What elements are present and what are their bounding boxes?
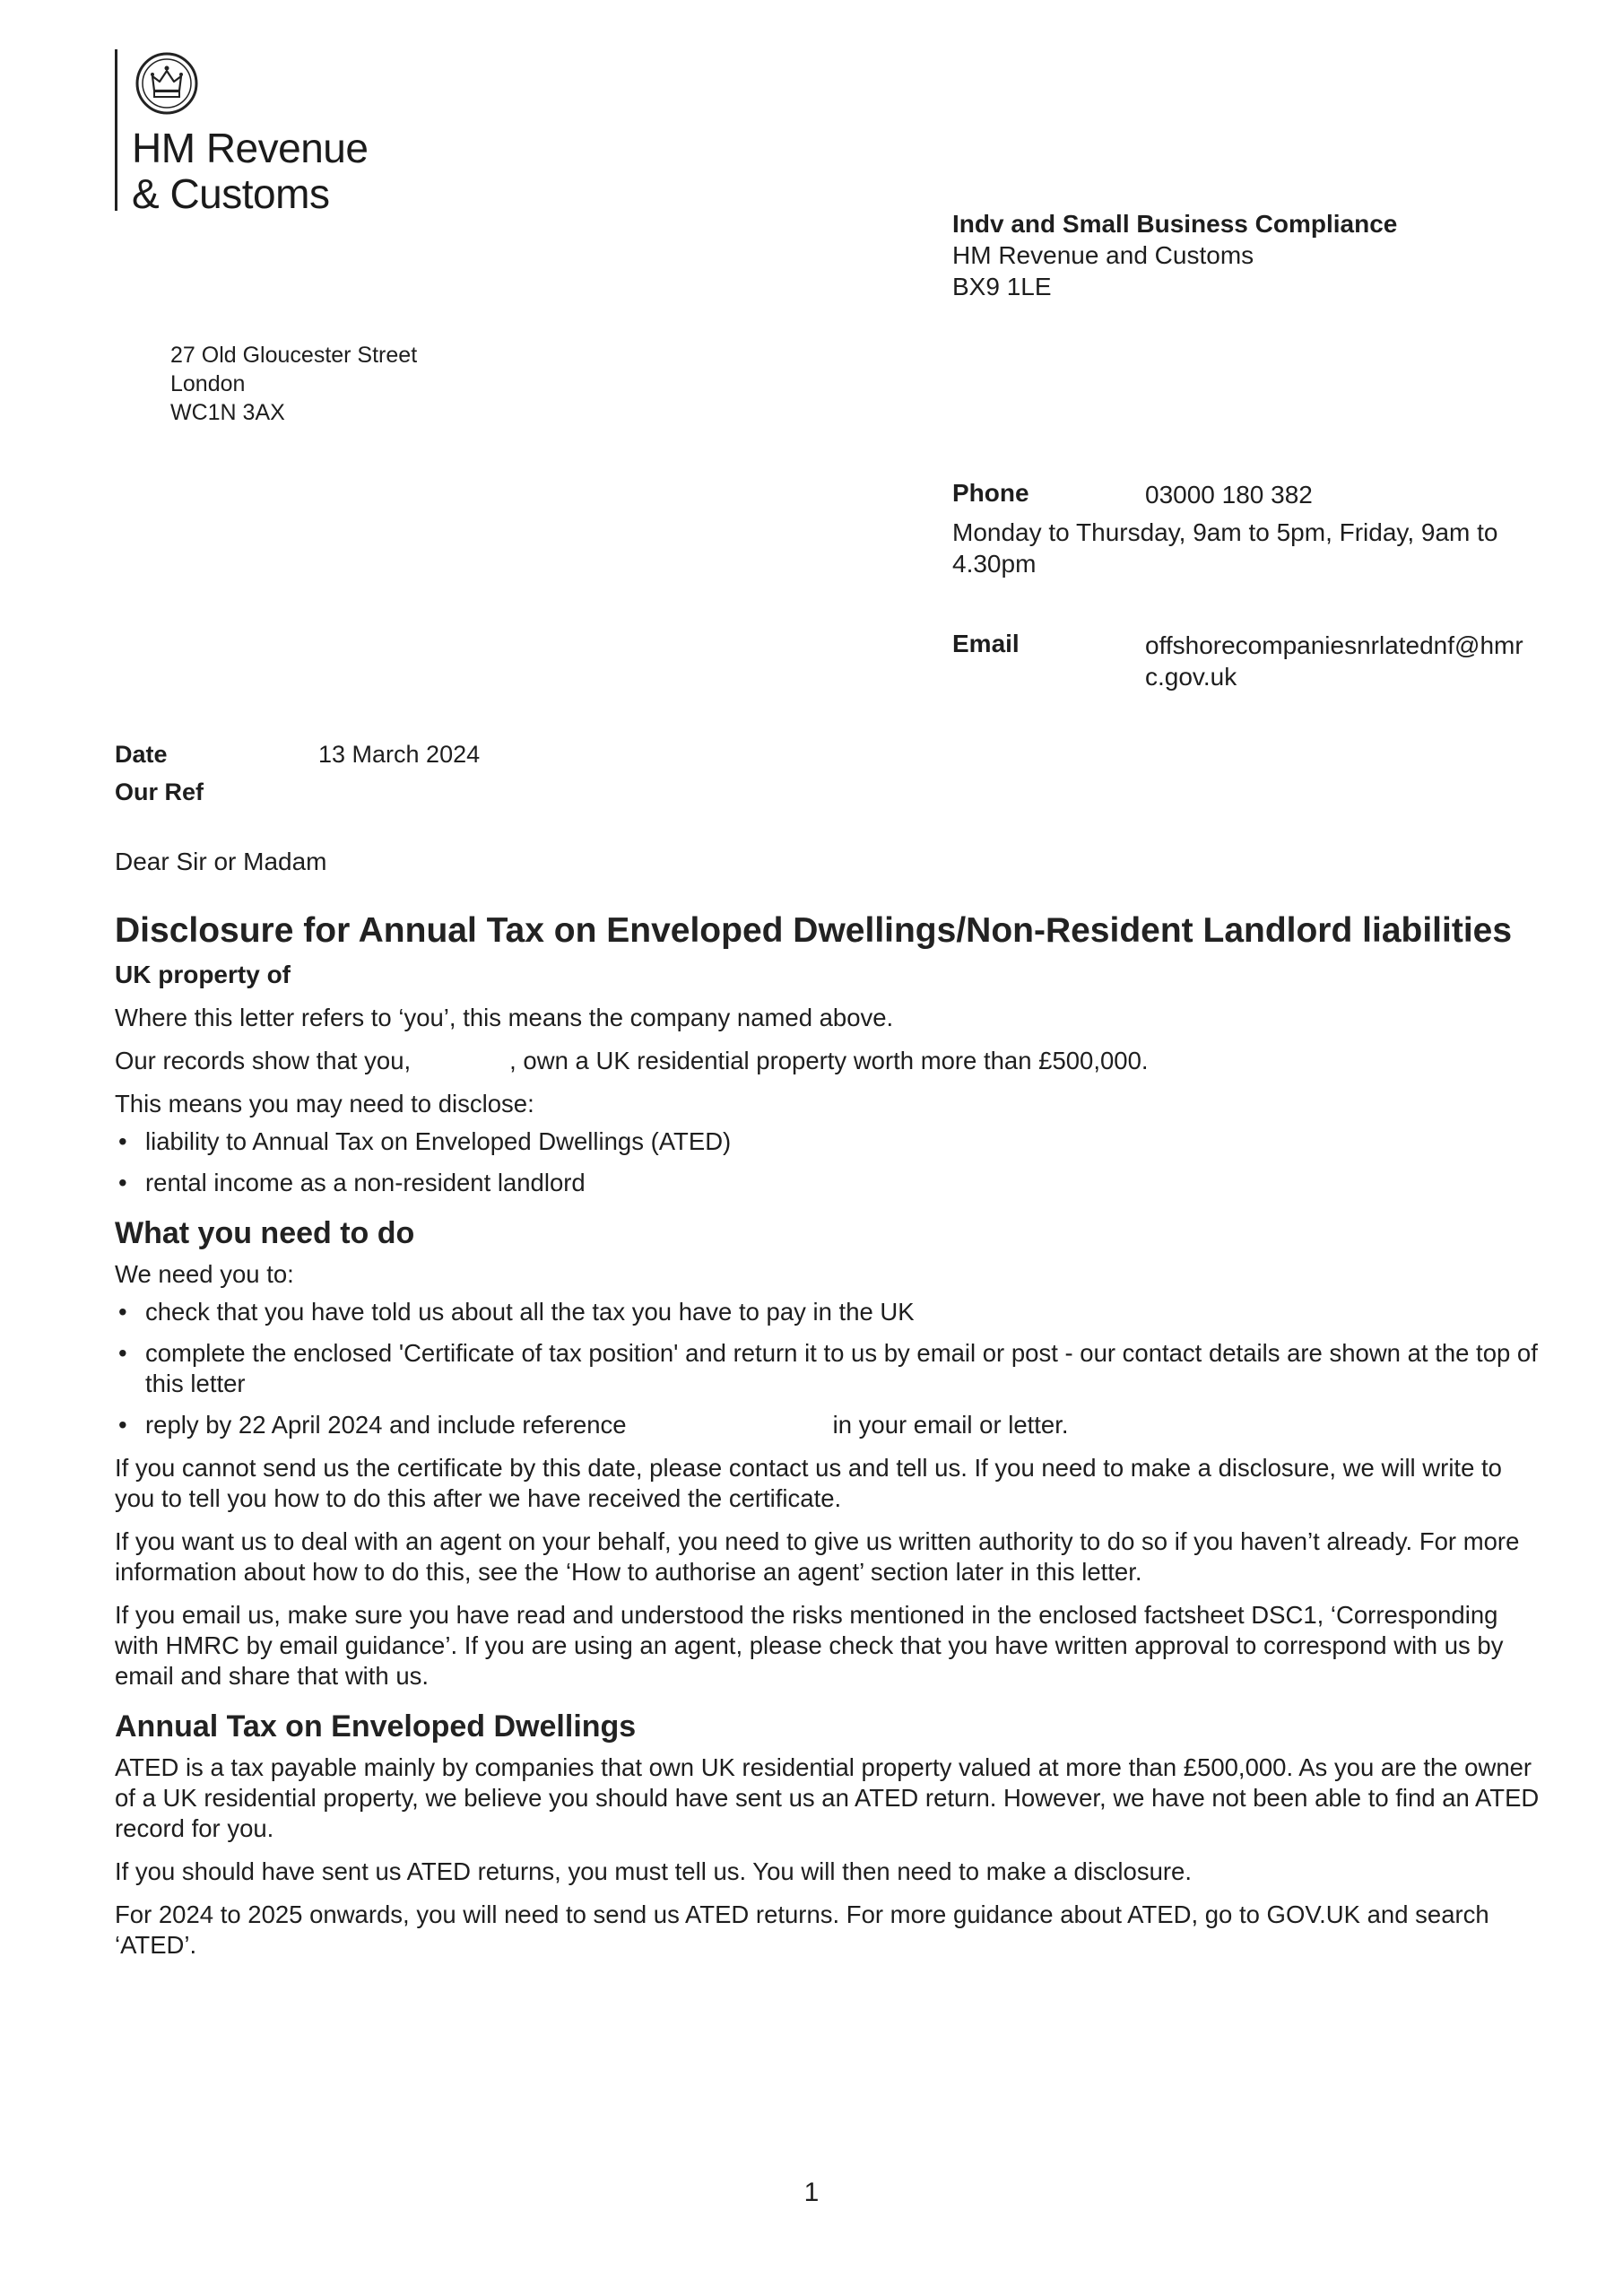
records-text-end: , own a UK residential property worth more than £500,000. bbox=[509, 1047, 1149, 1074]
list-item: • rental income as a non-resident landlord bbox=[115, 1168, 1541, 1198]
paragraph-we-need: We need you to: bbox=[115, 1260, 294, 1288]
letter-body bbox=[115, 909, 1541, 1973]
phone-label: Phone bbox=[952, 479, 1029, 507]
recipient-city: London bbox=[170, 371, 246, 396]
todo-list bbox=[115, 1297, 1541, 1440]
reply-text-end: in your email or letter. bbox=[832, 1411, 1069, 1439]
email-label: Email bbox=[952, 630, 1020, 657]
paragraph-agent: If you want us to deal with an agent on your behalf, you need to give us written authority to do so if you haven’t already. For more information about how to do this, see the ‘How to authorise an agent’ section later in this letter. bbox=[115, 1527, 1520, 1586]
logo-line-2: & Customs bbox=[132, 170, 330, 217]
reply-text-start: reply by 22 April 2024 and include reference bbox=[145, 1411, 627, 1439]
logo-wordmark bbox=[132, 126, 368, 217]
paragraph-ated-guidance: For 2024 to 2025 onwards, you will need to send us ATED returns. For more guidance about ATED, go to GOV.UK and search ‘ATED’. bbox=[115, 1900, 1489, 1959]
disclose-list bbox=[115, 1126, 1541, 1198]
section-heading-ated: Annual Tax on Enveloped Dwellings bbox=[115, 1709, 637, 1744]
paragraph-ated-definition: ATED is a tax payable mainly by companies that own UK residential property valued at more than £500,000. As you are the owner of a UK residential property, we believe you should have sent us an ATED return. However, we have not been able to find an ATED record for you. bbox=[115, 1753, 1540, 1842]
paragraph-cannot-send: If you cannot send us the certificate by this date, please contact us and tell us. If you need to make a disclosure, we will write to you to tell you how to do this after we have received the certificate. bbox=[115, 1454, 1502, 1512]
sender-department: Indv and Small Business Compliance bbox=[952, 210, 1398, 238]
paragraph-ated-returns: If you should have sent us ATED returns, you must tell us. You will then need to make a disclosure. bbox=[115, 1857, 1192, 1885]
date-value: 13 March 2024 bbox=[318, 741, 481, 768]
list-item bbox=[115, 1410, 1541, 1440]
recipient-postcode: WC1N 3AX bbox=[170, 400, 285, 425]
recipient-street: 27 Old Gloucester Street bbox=[170, 343, 418, 368]
reference-label: Our Ref bbox=[115, 778, 204, 805]
logo-line-1: HM Revenue bbox=[132, 125, 369, 171]
list-item: • complete the enclosed 'Certificate of tax position' and return it to us by email or post - our contact details are shown at the top of this letter bbox=[115, 1338, 1541, 1399]
letter-title: Disclosure for Annual Tax on Enveloped Dwellings/Non-Resident Landlord liabilities bbox=[115, 911, 1513, 950]
salutation: Dear Sir or Madam bbox=[115, 848, 327, 875]
paragraph-you-definition: Where this letter refers to ‘you’, this means the company named above. bbox=[115, 1004, 894, 1031]
paragraph-email-risks: If you email us, make sure you have read and understood the risks mentioned in the enclosed factsheet DSC1, ‘Corresponding with HMRC by email guidance’. If you are using an agent, please check that you have written approval to correspond with us by email and share that with us. bbox=[115, 1601, 1504, 1690]
royal-crest-icon bbox=[135, 51, 199, 116]
list-item: • liability to Annual Tax on Enveloped Dwellings (ATED) bbox=[115, 1126, 1541, 1157]
recipient-address bbox=[170, 341, 417, 427]
phone-number: 03000 180 382 bbox=[1145, 481, 1313, 509]
property-heading: UK property of bbox=[115, 961, 291, 988]
sender-address bbox=[952, 208, 1397, 302]
email-address: offshorecompaniesnrlatednf@hmrc.gov.uk bbox=[1145, 631, 1523, 691]
section-heading-what-to-do: What you need to do bbox=[115, 1216, 415, 1250]
sender-organisation: HM Revenue and Customs bbox=[952, 241, 1254, 269]
date-label: Date bbox=[115, 741, 168, 768]
sender-postcode: BX9 1LE bbox=[952, 273, 1052, 300]
records-text-start: Our records show that you, bbox=[115, 1047, 412, 1074]
phone-hours: Monday to Thursday, 9am to 5pm, Friday, 9am to 4.30pm bbox=[952, 518, 1498, 578]
paragraph-disclose-intro: This means you may need to disclose: bbox=[115, 1090, 534, 1118]
paragraph-records bbox=[115, 1046, 1541, 1076]
logo-divider bbox=[115, 49, 117, 211]
list-item: • check that you have told us about all the tax you have to pay in the UK bbox=[115, 1297, 1541, 1327]
page-number: 1 bbox=[803, 2178, 820, 2207]
